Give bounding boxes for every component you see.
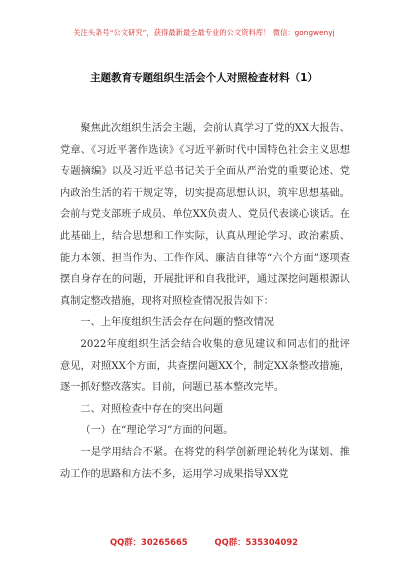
document-title: 主题教育专题组织生活会个人对照检查材料（1） — [90, 72, 318, 84]
qq-group-2: QQ群：535304092 — [214, 537, 298, 547]
subsection-heading-1: （一）在“理论学习”方面的问题。 — [80, 425, 234, 437]
document-body — [60, 118, 350, 485]
footer-contact — [0, 536, 408, 548]
header-note: 关注头条号“公文研究”，获得最新最全最专业的公文资料库！ 微信：gongwenyj — [73, 28, 335, 37]
section-heading-1: 一、上年度组织生活会存在问题的整改情况 — [80, 317, 274, 329]
paragraph-rectification: 2022年度组织生活会结合收集的意见建议和同志们的批评意见，对照XX个方面，共查摆问题XX个，制定XX条整改措施，逐一抓好整改落实。目前，问题已基本整改完毕。 — [60, 338, 350, 394]
qq-group-1: QQ群：30265665 — [110, 537, 188, 547]
paragraph-intro: 聚焦此次组织生活会主题，会前认真学习了党的XX大报告、党章、《习近平著作选读》《习近平新时代中国特色社会主义思想专题摘编》以及习近平总书记关于全面从严治党的重要论述、党内政治生活的若干规定等，切实提高思想认识，筑牢思想基础。会前与党支部班子成员、单位XX负责人、党员代表谈心谈话。在此基础上，结合思想和工作实际，认真从理论学习、政治素质、能力本领、担当作为、工作作风、廉洁自律等“六个方面”逐项查摆自身存在的问题，开展批评和自我批评，通过深挖问题根源认真制定整改措施，现将对照检查情况报告如下： — [60, 123, 350, 307]
paragraph-study-issue: 一是学用结合不紧。在将党的科学创新理论转化为谋划、推动工作的思路和方法不多，运用学习成果指导XX党 — [60, 446, 350, 480]
section-heading-2: 二、对照检查中存在的突出问题 — [80, 403, 224, 415]
